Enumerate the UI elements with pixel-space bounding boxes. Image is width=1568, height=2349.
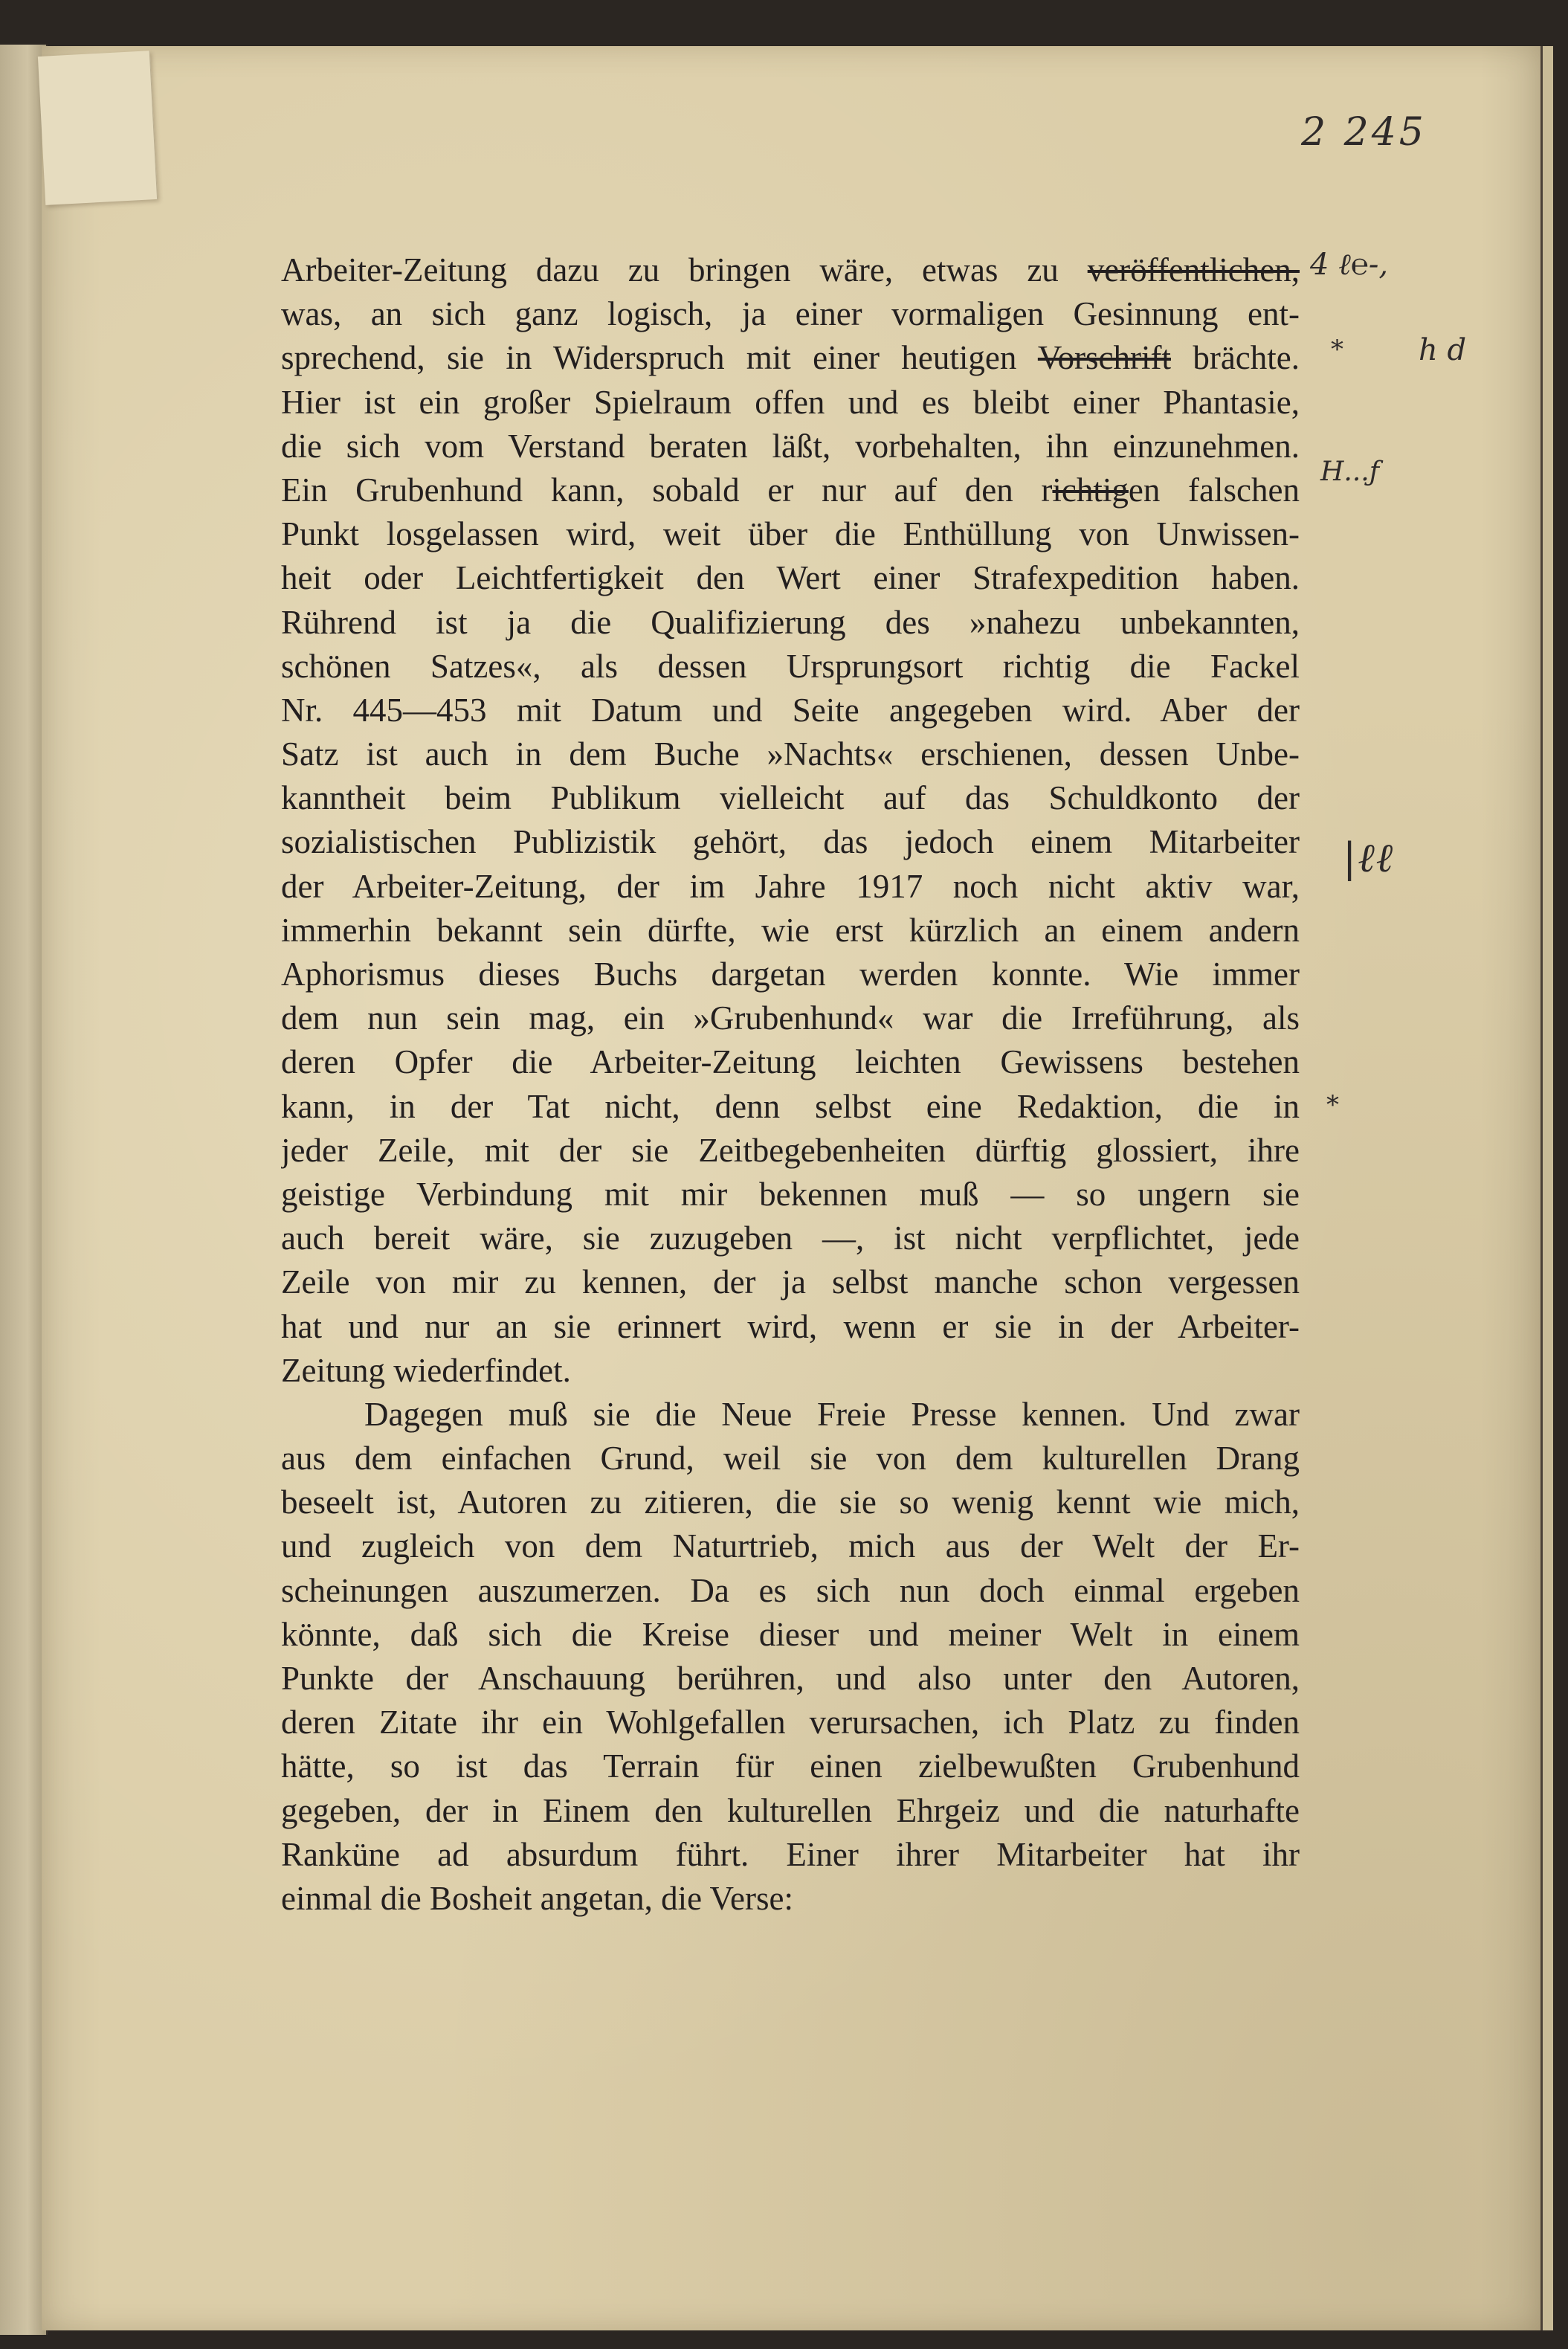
text-line	[281, 1217, 1300, 1260]
text-line	[281, 425, 1300, 468]
text-line	[281, 645, 1300, 689]
text-line	[281, 248, 1300, 292]
margin-mark-1: *	[1331, 335, 1343, 364]
text-line	[281, 820, 1300, 864]
struck-word: Vorschrift	[1037, 339, 1171, 377]
text-line: einmal die Bosheit angetan, die Verse:	[281, 1879, 793, 1917]
text-line	[281, 1349, 1300, 1393]
text-line: und zugleich von dem Naturtrieb, mich aus der Welt der Er-	[281, 1527, 1300, 1565]
text-line: könnte, daß sich die Kreise dieser und meiner Welt in einem	[281, 1615, 1300, 1653]
paragraph-1	[281, 248, 1300, 1393]
text-line	[281, 381, 1300, 425]
line-text: geistige Verbindung mit mir bekennen muß — so ungern sie	[281, 1175, 1300, 1213]
line-text: schönen Satzes«, als dessen Ursprungsort richtig die Fackel	[281, 647, 1300, 685]
text-line: scheinungen auszumerzen. Da es sich nun doch einmal ergeben	[281, 1571, 1300, 1609]
line-text: sozialistischen Publizistik gehört, das jedoch einem Mitarbeiter	[281, 823, 1300, 861]
text-line: deren Zitate ihr ein Wohlgefallen verursachen, ich Platz zu finden	[281, 1704, 1300, 1741]
text-line: beseelt ist, Autoren zu zitieren, die sie so wenig kennt wie mich,	[281, 1483, 1300, 1521]
text-line	[281, 1260, 1300, 1304]
text-line	[281, 512, 1300, 556]
text-line	[281, 689, 1300, 732]
line-text: Hier ist ein großer Spielraum offen und es bleibt einer Phantasie,	[281, 383, 1300, 421]
margin-note-1: 4 ℓ℮-,	[1310, 248, 1389, 282]
margin-mark-2: *	[1326, 1090, 1339, 1120]
line-text: auch bereit wäre, sie zuzugeben —, ist nicht verpflichtet, jede	[281, 1219, 1300, 1257]
line-text: Punkt losgelassen wird, weit über die Enthüllung von Unwissen-	[281, 515, 1300, 553]
line-text: kann, in der Tat nicht, denn selbst eine Redaktion, die in	[281, 1087, 1300, 1125]
line-text: Zeitung wiederfindet.	[281, 1351, 571, 1389]
text-line: Dagegen muß sie die Neue Freie Presse kennen. Und zwar	[364, 1395, 1300, 1433]
text-line	[281, 732, 1300, 776]
line-text: dem nun sein mag, ein »Grubenhund« war die Irreführung, als	[281, 999, 1300, 1037]
line-text: deren Opfer die Arbeiter-Zeitung leichten Gewissens bestehen	[281, 1043, 1300, 1081]
line-text: der Arbeiter-Zeitung, der im Jahre 1917 noch nicht aktiv war,	[281, 867, 1300, 905]
line-text: en falschen	[1128, 471, 1300, 509]
text-line	[281, 1040, 1300, 1084]
text-line: gegeben, der in Einem den kulturellen Ehrgeiz und die naturhafte	[281, 1791, 1300, 1829]
line-text: sprechend, sie in Widerspruch mit einer heutigen	[281, 339, 1038, 377]
text-line	[281, 601, 1300, 645]
text-line	[281, 1305, 1300, 1349]
text-line	[281, 865, 1300, 909]
struck-word: ichtig	[1052, 471, 1129, 509]
line-text: Satz ist auch in dem Buche »Nachts« erschienen, dessen Unbe-	[281, 735, 1300, 773]
line-text: jeder Zeile, mit der sie Zeitbegebenheiten dürftig glossiert, ihre	[281, 1131, 1300, 1169]
line-text: was, an sich ganz logisch, ja einer vormaligen Gesinnung ent-	[281, 295, 1300, 333]
text-line	[281, 556, 1300, 600]
margin-note-3: H...ƒ	[1320, 457, 1380, 487]
line-text: brächte.	[1171, 339, 1300, 377]
margin-note-4: |ℓℓ	[1343, 834, 1395, 881]
line-text: Ein Grubenhund kann, sobald er nur auf den r	[281, 471, 1053, 509]
page-right-edge	[1540, 46, 1553, 2330]
paper-slip	[38, 51, 158, 205]
text-line	[281, 1173, 1300, 1217]
handwritten-page-number: 2 245	[1301, 110, 1427, 155]
line-text: heit oder Leichtfertigkeit den Wert einer Strafexpedition haben.	[281, 559, 1300, 597]
line-text: Aphorismus dieses Buchs dargetan werden konnte. Wie immer	[281, 956, 1300, 993]
line-text: Zeile von mir zu kennen, der ja selbst manche schon vergessen	[281, 1263, 1300, 1301]
line-text: die sich vom Verstand beraten läßt, vorbehalten, ihn einzunehmen.	[281, 427, 1300, 465]
paragraph-2	[281, 1393, 1300, 1921]
text-line	[281, 292, 1300, 336]
text-line	[281, 468, 1300, 512]
text-line	[281, 953, 1300, 996]
text-line: Punkte der Anschauung berühren, und also unter den Autoren,	[281, 1660, 1300, 1697]
line-text: kanntheit beim Publikum vielleicht auf das Schuldkonto der	[281, 779, 1300, 817]
previous-page-edge	[0, 45, 48, 2335]
text-line	[281, 996, 1300, 1040]
text-line: aus dem einfachen Grund, weil sie von dem kulturellen Drang	[281, 1440, 1300, 1478]
text-line	[281, 776, 1300, 820]
text-line	[281, 909, 1300, 953]
text-line	[281, 1129, 1300, 1173]
line-text: hat und nur an sie erinnert wird, wenn er sie in der Arbeiter-	[281, 1307, 1300, 1345]
line-text: Arbeiter-Zeitung dazu zu bringen wäre, etwas zu	[281, 251, 1088, 289]
margin-note-2: h d	[1419, 333, 1467, 367]
body-text	[281, 248, 1300, 1921]
line-text: immerhin bekannt sein dürfte, wie erst kürzlich an einem andern	[281, 911, 1300, 949]
text-line	[281, 336, 1300, 380]
text-line	[281, 1085, 1300, 1129]
line-text: Nr. 445—453 mit Datum und Seite angegeben wird. Aber der	[281, 691, 1300, 729]
struck-word: veröffentlichen,	[1087, 251, 1300, 289]
text-line: hätte, so ist das Terrain für einen zielbewußten Grubenhund	[281, 1747, 1300, 1785]
text-line: Ranküne ad absurdum führt. Einer ihrer Mitarbeiter hat ihr	[281, 1835, 1300, 1873]
line-text: Rührend ist ja die Qualifizierung des »nahezu unbekannten,	[281, 603, 1300, 641]
